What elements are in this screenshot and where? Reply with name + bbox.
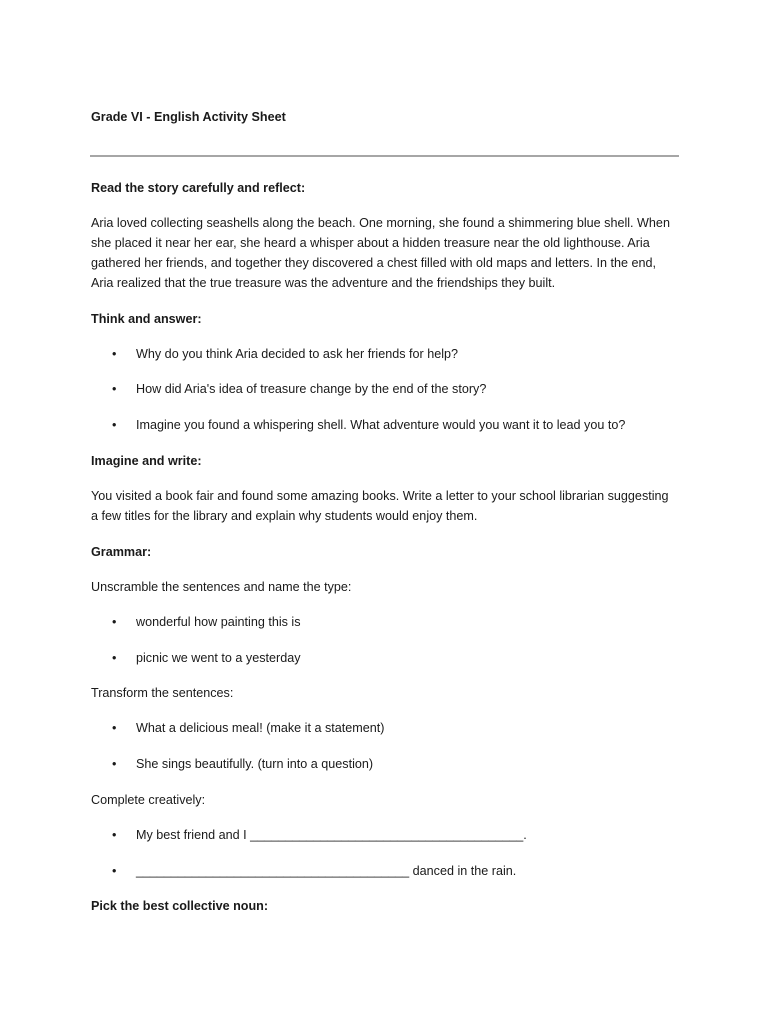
list-item-text: wonderful how painting this is	[136, 615, 301, 629]
list-item-text: How did Aria's idea of treasure change by the end of the story?	[136, 382, 487, 396]
bullet-icon: •	[112, 347, 117, 361]
list-item-text: What a delicious meal! (make it a statement)	[136, 721, 385, 735]
list-item-text: She sings beautifully. (turn into a question)	[136, 757, 374, 771]
list-item	[112, 344, 458, 364]
collective-heading: Pick the best collective noun:	[91, 899, 269, 913]
complete-label: Complete creatively:	[91, 793, 206, 807]
story-line: Aria realized that the true treasure was the adventure and the friendships they built.	[91, 276, 556, 290]
bullet-icon: •	[112, 757, 117, 771]
list-item-text: _______________________________________ danced in the rain.	[136, 864, 517, 878]
story-line: she placed it near her ear, she heard a whisper about a hidden treasure near the old lighthouse. Aria	[91, 236, 650, 250]
bullet-icon: •	[112, 615, 117, 629]
story-line: Aria loved collecting seashells along the beach. One morning, she found a shimmering blue shell. When	[91, 216, 670, 230]
imagine-line: You visited a book fair and found some amazing books. Write a letter to your school librarian suggesting	[91, 489, 669, 503]
list-item	[112, 861, 516, 881]
transform-label: Transform the sentences:	[91, 686, 234, 700]
bullet-icon: •	[112, 828, 117, 842]
imagine-line: a few titles for the library and explain why students would enjoy them.	[91, 509, 478, 523]
list-item	[112, 754, 373, 774]
unscramble-label: Unscramble the sentences and name the type:	[91, 580, 352, 594]
bullet-icon: •	[112, 864, 117, 878]
list-item	[112, 612, 301, 632]
list-item	[112, 379, 486, 399]
story-heading: Read the story carefully and reflect:	[91, 181, 306, 195]
think-heading: Think and answer:	[91, 312, 202, 326]
list-item-text: My best friend and I _______________________________________.	[136, 828, 527, 842]
divider	[90, 155, 679, 157]
list-item	[112, 825, 527, 845]
list-item-text: picnic we went to a yesterday	[136, 651, 301, 665]
bullet-icon: •	[112, 651, 117, 665]
list-item-text: Why do you think Aria decided to ask her friends for help?	[136, 347, 459, 361]
bullet-icon: •	[112, 382, 117, 396]
story-line: gathered her friends, and together they discovered a chest filled with old maps and letters. In the end,	[91, 256, 656, 270]
bullet-icon: •	[112, 418, 117, 432]
bullet-icon: •	[112, 721, 117, 735]
grammar-heading: Grammar:	[91, 545, 152, 559]
imagine-heading: Imagine and write:	[91, 454, 202, 468]
list-item	[112, 648, 301, 668]
list-item	[112, 718, 384, 738]
page-title: Grade VI - English Activity Sheet	[91, 110, 286, 124]
list-item	[112, 415, 625, 435]
list-item-text: Imagine you found a whispering shell. What adventure would you want it to lead you to?	[136, 418, 626, 432]
